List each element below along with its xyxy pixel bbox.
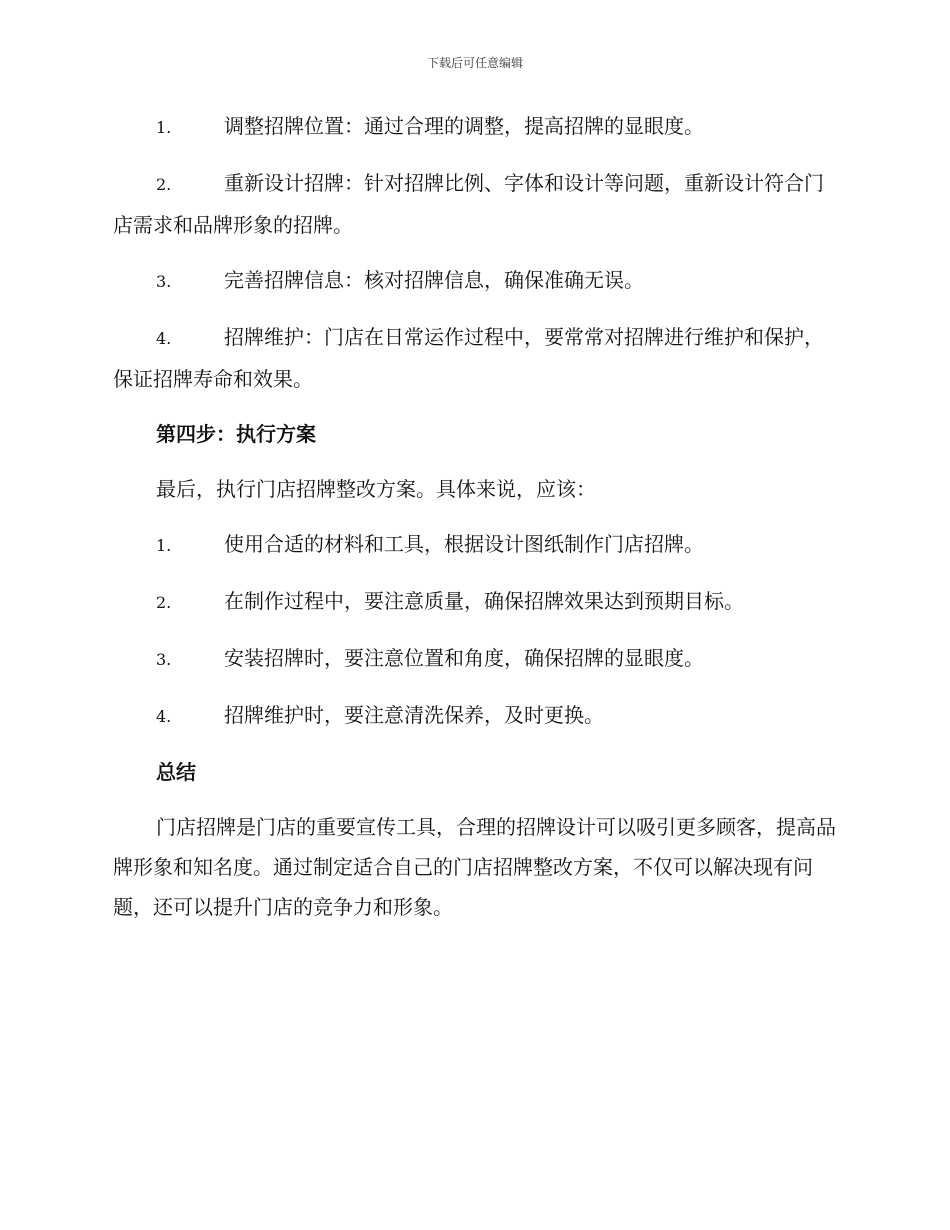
list-number: 1. — [156, 536, 172, 555]
list-number: 4. — [156, 329, 172, 348]
list-item — [113, 163, 837, 245]
document-body — [113, 106, 837, 927]
list-text: 完善招牌信息：核对招牌信息，确保准确无误。 — [224, 268, 644, 292]
list-item — [113, 581, 837, 623]
list-item — [113, 317, 837, 399]
list-number: 4. — [156, 707, 172, 726]
list-item — [113, 106, 837, 148]
list-item — [113, 638, 837, 680]
list-text: 招牌维护：门店在日常运作过程中，要常常对招牌进行维护和保护，保证招牌寿命和效果。 — [113, 325, 824, 391]
header-note: 下载后可任意编辑 — [426, 56, 523, 70]
summary-paragraph: 门店招牌是门店的重要宣传工具，合理的招牌设计可以吸引更多顾客，提高品牌形象和知名度。通过制定适合自己的门店招牌整改方案，不仅可以解决现有问题，还可以提升门店的竞争力和形象。 — [113, 815, 836, 919]
list-number: 3. — [156, 272, 172, 291]
list-item — [113, 260, 837, 302]
list-text: 调整招牌位置：通过合理的调整，提高招牌的显眼度。 — [224, 114, 704, 138]
list-text: 在制作过程中，要注意质量，确保招牌效果达到预期目标。 — [224, 589, 744, 613]
list-text: 重新设计招牌：针对招牌比例、字体和设计等问题，重新设计符合门店需求和品牌形象的招牌。 — [113, 171, 824, 237]
section-heading-summary: 总结 — [156, 760, 196, 784]
list-number: 2. — [156, 593, 172, 612]
list-text: 安装招牌时，要注意位置和角度，确保招牌的显眼度。 — [224, 646, 704, 670]
step4-intro: 最后，执行门店招牌整改方案。具体来说，应该： — [156, 477, 596, 501]
section-heading-step4: 第四步：执行方案 — [156, 422, 316, 446]
list-text: 使用合适的材料和工具，根据设计图纸制作门店招牌。 — [224, 532, 704, 556]
list-number: 1. — [156, 118, 172, 137]
list-item — [113, 695, 837, 737]
list-item — [113, 524, 837, 566]
list-number: 2. — [156, 175, 172, 194]
list-number: 3. — [156, 650, 172, 669]
list-text: 招牌维护时，要注意清洗保养，及时更换。 — [224, 703, 604, 727]
